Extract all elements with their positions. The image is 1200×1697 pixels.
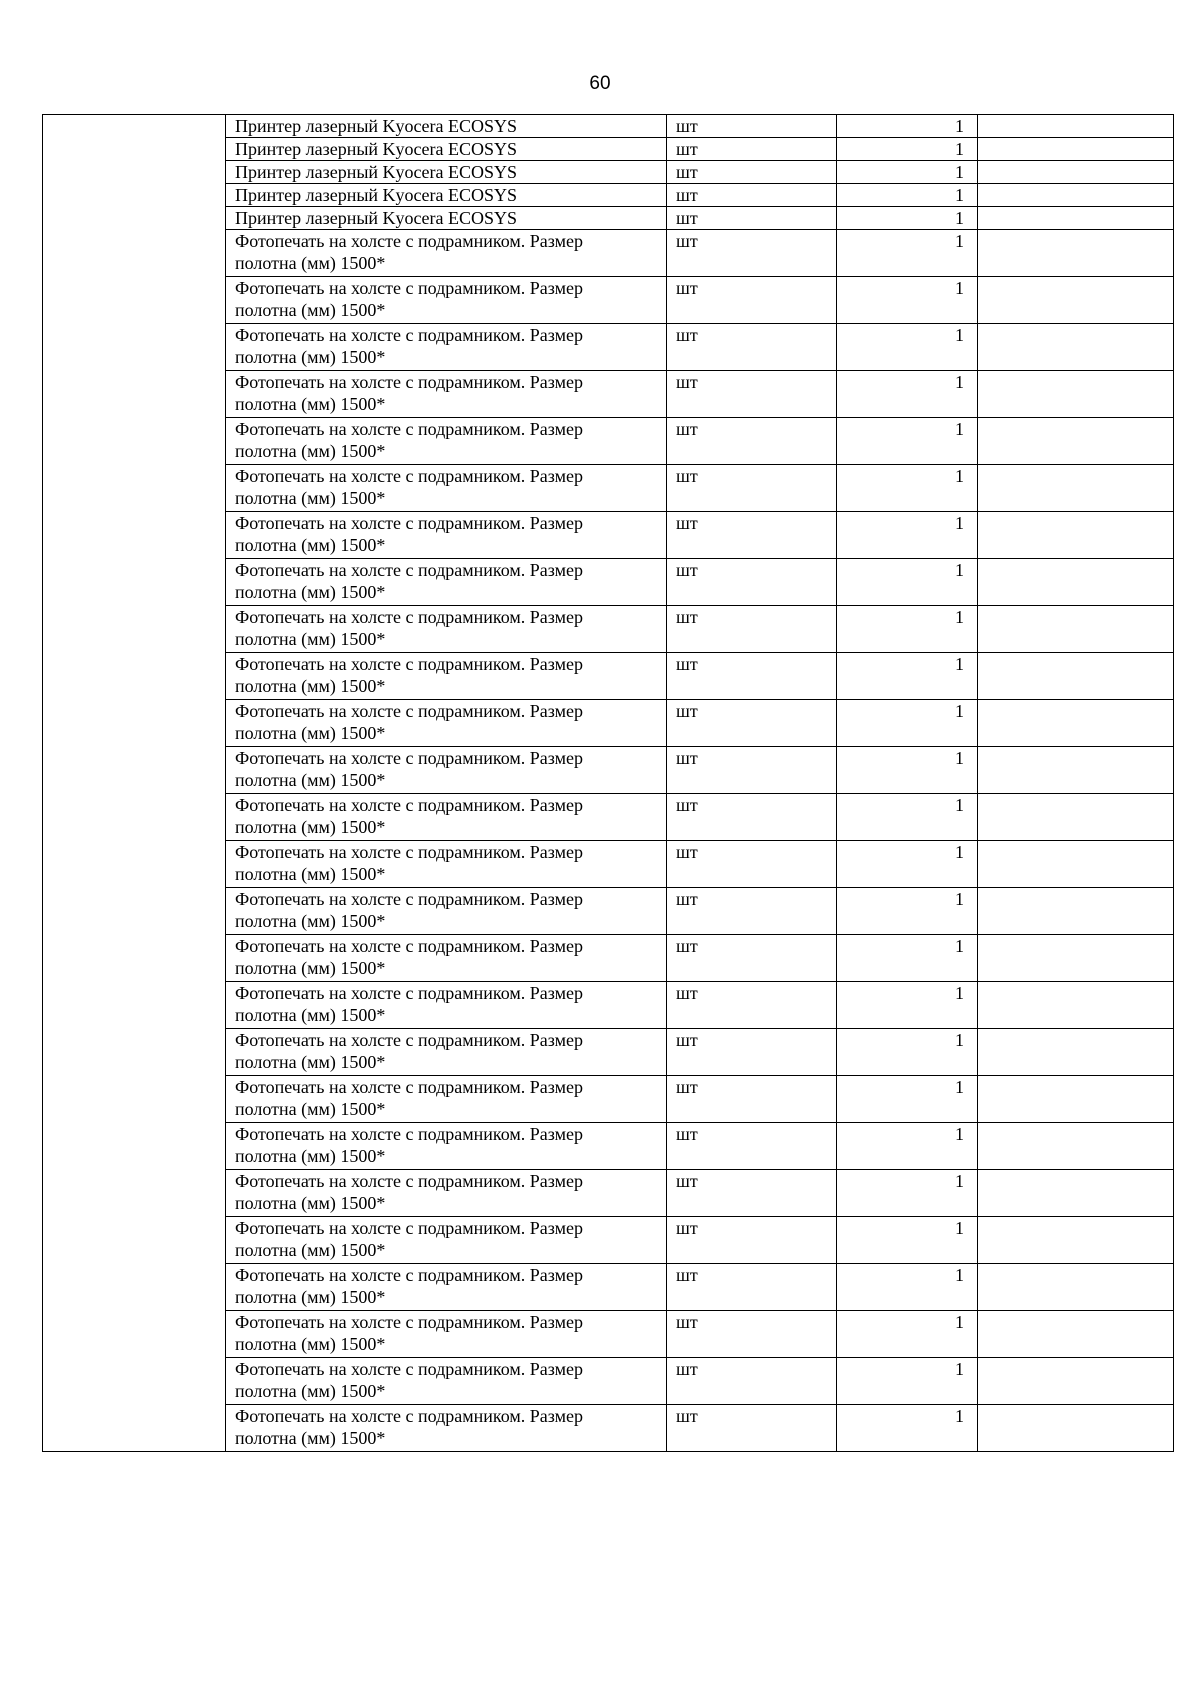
item-quantity-cell: 1 [837, 1076, 978, 1123]
item-extra-cell [978, 888, 1174, 935]
item-quantity-cell: 1 [837, 794, 978, 841]
item-quantity-cell: 1 [837, 747, 978, 794]
item-extra-cell [978, 371, 1174, 418]
item-extra-cell [978, 982, 1174, 1029]
item-quantity-cell: 1 [837, 371, 978, 418]
item-name-cell: Фотопечать на холсте с подрамником. Размер полотна (мм) 1500* [226, 1029, 667, 1076]
items-table [42, 114, 1174, 1452]
item-name-cell: Фотопечать на холсте с подрамником. Размер полотна (мм) 1500* [226, 371, 667, 418]
item-name-cell: Фотопечать на холсте с подрамником. Размер полотна (мм) 1500* [226, 1217, 667, 1264]
item-quantity-cell: 1 [837, 138, 978, 161]
item-quantity-cell: 1 [837, 1358, 978, 1405]
item-unit-cell: шт [667, 888, 837, 935]
item-unit-cell: шт [667, 747, 837, 794]
item-name-cell: Фотопечать на холсте с подрамником. Размер полотна (мм) 1500* [226, 465, 667, 512]
item-quantity-cell: 1 [837, 324, 978, 371]
item-unit-cell: шт [667, 1264, 837, 1311]
item-name-cell: Фотопечать на холсте с подрамником. Размер полотна (мм) 1500* [226, 1358, 667, 1405]
item-extra-cell [978, 1311, 1174, 1358]
item-quantity-cell: 1 [837, 277, 978, 324]
item-extra-cell [978, 138, 1174, 161]
item-extra-cell [978, 700, 1174, 747]
item-name-cell: Принтер лазерный Kyocera ECOSYS [226, 138, 667, 161]
item-extra-cell [978, 841, 1174, 888]
item-extra-cell [978, 1264, 1174, 1311]
item-unit-cell: шт [667, 138, 837, 161]
item-quantity-cell: 1 [837, 1405, 978, 1452]
item-unit-cell: шт [667, 794, 837, 841]
item-extra-cell [978, 606, 1174, 653]
item-unit-cell: шт [667, 207, 837, 230]
item-name-cell: Фотопечать на холсте с подрамником. Размер полотна (мм) 1500* [226, 1076, 667, 1123]
item-name-cell: Фотопечать на холсте с подрамником. Размер полотна (мм) 1500* [226, 700, 667, 747]
item-quantity-cell: 1 [837, 559, 978, 606]
item-quantity-cell: 1 [837, 606, 978, 653]
item-unit-cell: шт [667, 277, 837, 324]
item-unit-cell: шт [667, 184, 837, 207]
item-unit-cell: шт [667, 418, 837, 465]
item-extra-cell [978, 115, 1174, 138]
item-quantity-cell: 1 [837, 1311, 978, 1358]
item-unit-cell: шт [667, 371, 837, 418]
item-quantity-cell: 1 [837, 465, 978, 512]
item-quantity-cell: 1 [837, 982, 978, 1029]
item-quantity-cell: 1 [837, 1029, 978, 1076]
item-unit-cell: шт [667, 935, 837, 982]
item-unit-cell: шт [667, 559, 837, 606]
item-unit-cell: шт [667, 115, 837, 138]
item-extra-cell [978, 1217, 1174, 1264]
item-quantity-cell: 1 [837, 512, 978, 559]
item-name-cell: Фотопечать на холсте с подрамником. Размер полотна (мм) 1500* [226, 606, 667, 653]
item-name-cell: Фотопечать на холсте с подрамником. Размер полотна (мм) 1500* [226, 512, 667, 559]
item-extra-cell [978, 161, 1174, 184]
item-name-cell: Принтер лазерный Kyocera ECOSYS [226, 184, 667, 207]
item-unit-cell: шт [667, 1311, 837, 1358]
merged-left-cell [43, 115, 226, 1452]
item-name-cell: Фотопечать на холсте с подрамником. Размер полотна (мм) 1500* [226, 277, 667, 324]
item-unit-cell: шт [667, 1405, 837, 1452]
item-extra-cell [978, 230, 1174, 277]
item-name-cell: Фотопечать на холсте с подрамником. Размер полотна (мм) 1500* [226, 935, 667, 982]
item-quantity-cell: 1 [837, 161, 978, 184]
item-extra-cell [978, 1405, 1174, 1452]
item-extra-cell [978, 1170, 1174, 1217]
item-name-cell: Фотопечать на холсте с подрамником. Размер полотна (мм) 1500* [226, 1170, 667, 1217]
item-unit-cell: шт [667, 230, 837, 277]
item-quantity-cell: 1 [837, 1264, 978, 1311]
item-extra-cell [978, 1358, 1174, 1405]
item-name-cell: Принтер лазерный Kyocera ECOSYS [226, 161, 667, 184]
item-extra-cell [978, 207, 1174, 230]
item-quantity-cell: 1 [837, 230, 978, 277]
page-number: 60 [589, 73, 611, 94]
item-unit-cell: шт [667, 1170, 837, 1217]
item-quantity-cell: 1 [837, 1170, 978, 1217]
item-quantity-cell: 1 [837, 418, 978, 465]
item-unit-cell: шт [667, 606, 837, 653]
item-extra-cell [978, 1029, 1174, 1076]
item-unit-cell: шт [667, 161, 837, 184]
item-extra-cell [978, 465, 1174, 512]
item-quantity-cell: 1 [837, 653, 978, 700]
item-name-cell: Фотопечать на холсте с подрамником. Размер полотна (мм) 1500* [226, 559, 667, 606]
item-name-cell: Фотопечать на холсте с подрамником. Размер полотна (мм) 1500* [226, 888, 667, 935]
item-extra-cell [978, 277, 1174, 324]
item-extra-cell [978, 418, 1174, 465]
item-unit-cell: шт [667, 1217, 837, 1264]
item-quantity-cell: 1 [837, 115, 978, 138]
item-unit-cell: шт [667, 841, 837, 888]
item-extra-cell [978, 559, 1174, 606]
item-quantity-cell: 1 [837, 888, 978, 935]
item-extra-cell [978, 184, 1174, 207]
item-unit-cell: шт [667, 1029, 837, 1076]
item-extra-cell [978, 512, 1174, 559]
item-extra-cell [978, 1076, 1174, 1123]
item-unit-cell: шт [667, 324, 837, 371]
item-name-cell: Фотопечать на холсте с подрамником. Размер полотна (мм) 1500* [226, 1264, 667, 1311]
item-name-cell: Фотопечать на холсте с подрамником. Размер полотна (мм) 1500* [226, 653, 667, 700]
item-name-cell: Принтер лазерный Kyocera ECOSYS [226, 207, 667, 230]
item-quantity-cell: 1 [837, 1123, 978, 1170]
item-name-cell: Фотопечать на холсте с подрамником. Размер полотна (мм) 1500* [226, 418, 667, 465]
item-unit-cell: шт [667, 653, 837, 700]
item-extra-cell [978, 324, 1174, 371]
item-name-cell: Фотопечать на холсте с подрамником. Размер полотна (мм) 1500* [226, 1123, 667, 1170]
item-extra-cell [978, 1123, 1174, 1170]
item-unit-cell: шт [667, 700, 837, 747]
item-extra-cell [978, 653, 1174, 700]
item-quantity-cell: 1 [837, 184, 978, 207]
table-row [43, 115, 1174, 138]
item-extra-cell [978, 747, 1174, 794]
items-table-body [43, 115, 1174, 1452]
item-quantity-cell: 1 [837, 700, 978, 747]
item-unit-cell: шт [667, 1358, 837, 1405]
item-extra-cell [978, 935, 1174, 982]
item-name-cell: Фотопечать на холсте с подрамником. Размер полотна (мм) 1500* [226, 230, 667, 277]
item-unit-cell: шт [667, 1123, 837, 1170]
item-extra-cell [978, 794, 1174, 841]
item-name-cell: Фотопечать на холсте с подрамником. Размер полотна (мм) 1500* [226, 747, 667, 794]
item-name-cell: Принтер лазерный Kyocera ECOSYS [226, 115, 667, 138]
item-unit-cell: шт [667, 1076, 837, 1123]
item-quantity-cell: 1 [837, 207, 978, 230]
item-name-cell: Фотопечать на холсте с подрамником. Размер полотна (мм) 1500* [226, 794, 667, 841]
item-quantity-cell: 1 [837, 1217, 978, 1264]
item-name-cell: Фотопечать на холсте с подрамником. Размер полотна (мм) 1500* [226, 324, 667, 371]
item-unit-cell: шт [667, 512, 837, 559]
item-unit-cell: шт [667, 982, 837, 1029]
item-name-cell: Фотопечать на холсте с подрамником. Размер полотна (мм) 1500* [226, 1311, 667, 1358]
item-name-cell: Фотопечать на холсте с подрамником. Размер полотна (мм) 1500* [226, 841, 667, 888]
item-quantity-cell: 1 [837, 935, 978, 982]
item-name-cell: Фотопечать на холсте с подрамником. Размер полотна (мм) 1500* [226, 1405, 667, 1452]
item-name-cell: Фотопечать на холсте с подрамником. Размер полотна (мм) 1500* [226, 982, 667, 1029]
item-quantity-cell: 1 [837, 841, 978, 888]
item-unit-cell: шт [667, 465, 837, 512]
